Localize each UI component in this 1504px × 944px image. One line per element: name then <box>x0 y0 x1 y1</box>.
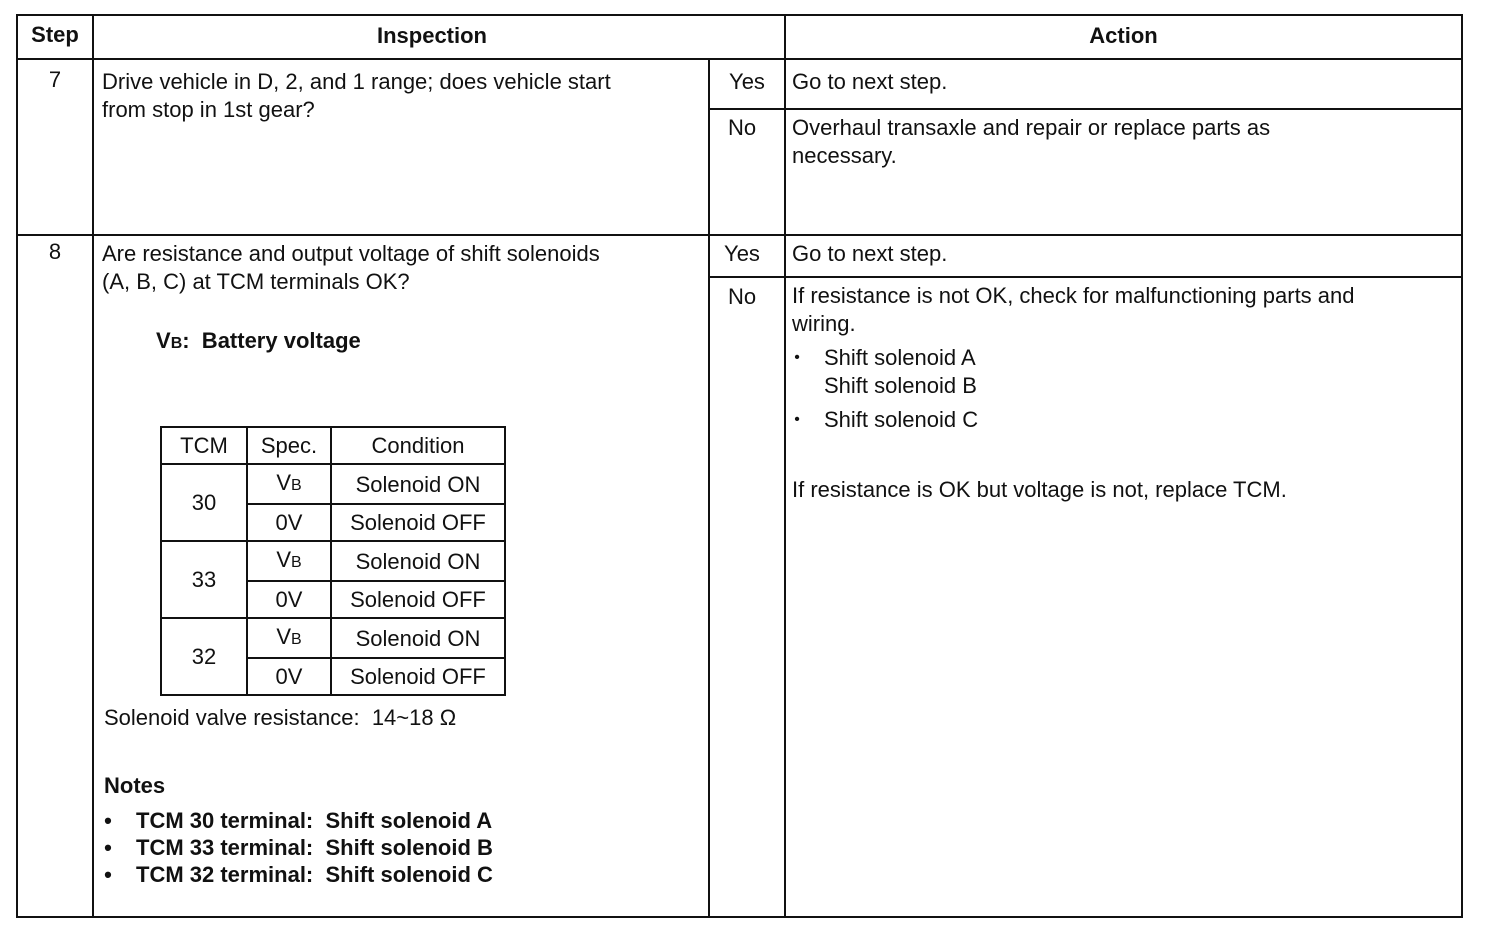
action-bullet: • <box>794 411 800 428</box>
action-item: Shift solenoid C <box>824 407 979 432</box>
step7-question: Drive vehicle in D, 2, and 1 range; does vehicle start from stop in 1st gear? <box>102 69 611 122</box>
note-bullet: • <box>104 835 112 860</box>
note-item: TCM 32 terminal: Shift solenoid C <box>136 862 493 887</box>
step8-yes-action: Go to next step. <box>792 241 948 266</box>
step8-no-label: No <box>727 284 757 309</box>
step7-no-label: No <box>727 115 757 140</box>
header-inspection: Inspection <box>376 23 487 48</box>
table-row <box>161 464 505 504</box>
condition-value: Solenoid ON <box>331 618 505 658</box>
note-bullet: • <box>104 808 112 833</box>
table-border-left <box>16 14 18 918</box>
spec-symbol: V <box>276 624 291 649</box>
step8-number: 8 <box>48 239 62 264</box>
vb-definition <box>156 327 556 358</box>
step7-yes-no-divider <box>708 108 1463 110</box>
condition-value: Solenoid ON <box>331 464 505 504</box>
vb-definition-text: : Battery voltage <box>182 328 361 353</box>
col-header-condition: Condition <box>331 427 505 464</box>
step8-yes-label: Yes <box>724 241 760 266</box>
inspection-action-divider <box>784 14 786 918</box>
spec-value: 0V <box>247 581 331 618</box>
header-divider <box>16 58 1463 60</box>
step7-yes-label: Yes <box>729 69 765 94</box>
tcm-terminal: 32 <box>161 618 247 695</box>
col-header-spec: Spec. <box>247 427 331 464</box>
spec-subscript: B <box>291 631 302 648</box>
step7-number: 7 <box>48 67 62 92</box>
spec-symbol: V <box>276 470 291 495</box>
note-item: TCM 30 terminal: Shift solenoid A <box>136 808 493 833</box>
spec-subscript: B <box>291 477 302 494</box>
step8-yes-no-divider <box>708 276 1463 278</box>
spec-value: 0V <box>247 504 331 541</box>
solenoid-resistance-spec: Solenoid valve resistance: 14~18 Ω <box>104 705 457 730</box>
table-border-bottom <box>16 916 1463 918</box>
step-divider <box>16 234 1463 236</box>
spec-value <box>247 464 331 504</box>
step7-no-action: Overhaul transaxle and repair or replace parts as necessary. <box>792 115 1271 168</box>
table-row <box>161 618 505 658</box>
spec-value <box>247 618 331 658</box>
notes-title: Notes <box>104 773 166 798</box>
note-item: TCM 33 terminal: Shift solenoid B <box>136 835 493 860</box>
tcm-spec-table <box>160 426 506 696</box>
spec-value: 0V <box>247 658 331 695</box>
vb-subscript: B <box>170 335 183 352</box>
table-header-row <box>161 427 505 464</box>
spec-symbol: V <box>276 547 291 572</box>
note-bullet: • <box>104 862 112 887</box>
condition-value: Solenoid OFF <box>331 581 505 618</box>
condition-value: Solenoid OFF <box>331 504 505 541</box>
header-action: Action <box>1089 23 1158 48</box>
step8-no-action-intro: If resistance is not OK, check for malfunctioning parts and wiring. <box>792 283 1355 336</box>
action-item: Shift solenoid A Shift solenoid B <box>824 345 977 398</box>
step8-question: Are resistance and output voltage of shift solenoids (A, B, C) at TCM terminals OK? <box>102 241 600 294</box>
col-header-tcm: TCM <box>161 427 247 464</box>
table-border-right <box>1461 14 1463 918</box>
header-step: Step <box>31 22 79 47</box>
step-column-divider <box>92 14 94 918</box>
step8-no-action-outro: If resistance is OK but voltage is not, replace TCM. <box>792 477 1287 502</box>
vb-symbol: V <box>156 328 171 353</box>
spec-value <box>247 541 331 581</box>
table-row <box>161 541 505 581</box>
spec-subscript: B <box>291 554 302 571</box>
inspection-yesno-divider <box>708 58 710 918</box>
condition-value: Solenoid ON <box>331 541 505 581</box>
condition-value: Solenoid OFF <box>331 658 505 695</box>
action-bullet: • <box>794 349 800 366</box>
tcm-terminal: 30 <box>161 464 247 541</box>
step7-yes-action: Go to next step. <box>792 69 948 94</box>
tcm-terminal: 33 <box>161 541 247 618</box>
table-border-top <box>16 14 1463 16</box>
